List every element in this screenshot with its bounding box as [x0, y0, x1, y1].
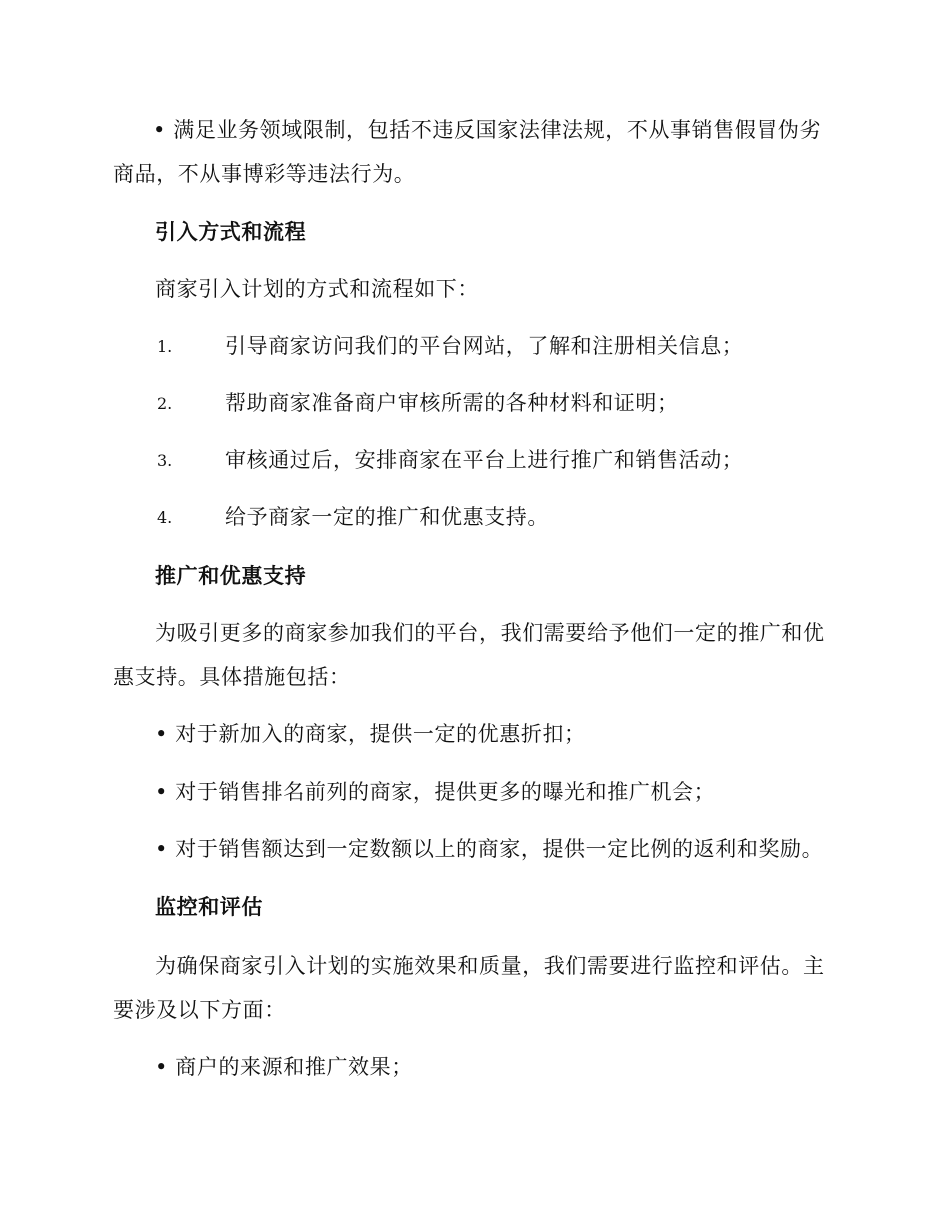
paragraph-line: 为吸引更多的商家参加我们的平台，我们需要给予他们一定的推广和优 [155, 621, 825, 645]
section-heading: 推广和优惠支持 [155, 563, 307, 588]
bullet-item: • 对于新加入的商家，提供一定的优惠折扣； [155, 722, 586, 746]
bullet-paragraph-line: 商品，不从事博彩等违法行为。 [113, 162, 416, 186]
list-item: 引导商家访问我们的平台网站，了解和注册相关信息； [225, 334, 744, 358]
list-number: 3. [157, 451, 173, 470]
bullet-item: • 商户的来源和推广效果； [155, 1055, 413, 1079]
paragraph-line: 为确保商家引入计划的实施效果和质量，我们需要进行监控和评估。主 [155, 954, 825, 978]
paragraph-line: 要涉及以下方面： [113, 998, 286, 1022]
paragraph-line: 惠支持。具体措施包括： [113, 665, 351, 689]
list-number: 4. [157, 508, 173, 527]
section-heading: 引入方式和流程 [155, 219, 307, 244]
paragraph: 商家引入计划的方式和流程如下： [155, 277, 479, 301]
list-number: 2. [157, 394, 173, 413]
bullet-item: • 对于销售额达到一定数额以上的商家，提供一定比例的返利和奖励。 [155, 837, 824, 861]
list-item: 给予商家一定的推广和优惠支持。 [225, 505, 549, 529]
section-heading: 监控和评估 [155, 894, 263, 919]
bullet-item: • 对于销售排名前列的商家，提供更多的曝光和推广机会； [155, 780, 716, 804]
list-item: 帮助商家准备商户审核所需的各种材料和证明； [225, 391, 679, 415]
bullet-paragraph-line: • 满足业务领域限制，包括不违反国家法律法规，不从事销售假冒伪劣 [153, 118, 822, 142]
list-item: 审核通过后，安排商家在平台上进行推广和销售活动； [225, 448, 744, 472]
list-number: 1. [157, 337, 173, 356]
